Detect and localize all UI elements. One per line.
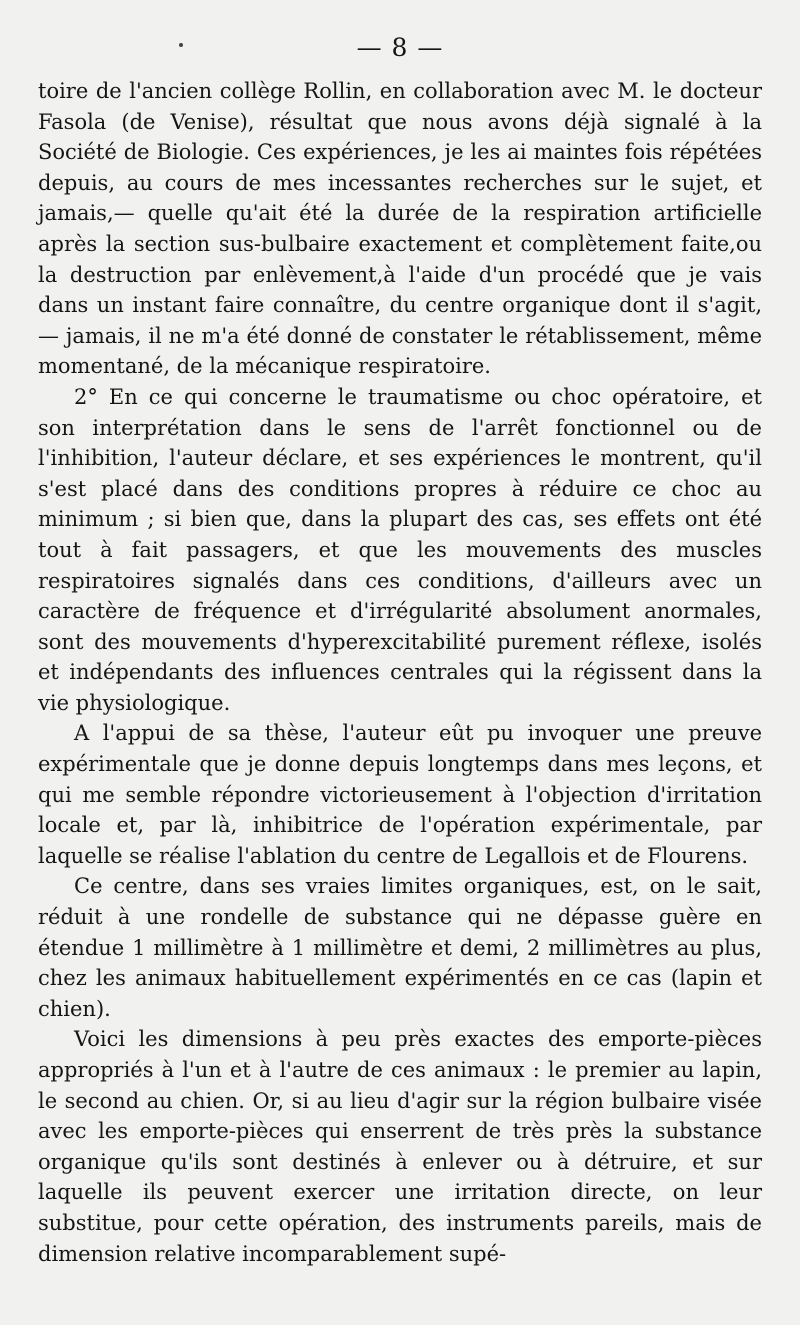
ink-speck — [179, 43, 183, 47]
paragraph-1: toire de l'ancien collège Rollin, en collaboration avec M. le docteur Fasola (de Venise), résultat que nous avons déjà signalé à la Société de Biologie. Ces expériences, je les ai maintes fois répétées depuis, au cours de mes incessantes recherches sur le sujet, et jamais,— quelle qu'ait été la durée de la respiration artificielle après la section sus-bulbaire exactement et complètement faite,ou la destruction par enlèvement,à l'aide d'un procédé que je vais dans un instant faire connaître, du centre organique dont il s'agit, — jamais, il ne m'a été donné de constater le rétablissement, même momentané, de la mécanique respiratoire. — [38, 79, 762, 379]
paragraph-3: A l'appui de sa thèse, l'auteur eût pu invoquer une preuve expérimentale que je donne depuis longtemps dans mes leçons, et qui me semble répondre victorieusement à l'objection d'irritation locale et, par là, inhibitrice de l'opération expérimentale, par laquelle se réalise l'ablation du centre de Legallois et de Flourens. — [38, 721, 762, 868]
page-number: — 8 — — [356, 32, 444, 62]
body-text — [38, 76, 762, 1269]
paragraph-2: 2° En ce qui concerne le traumatisme ou choc opératoire, et son interprétation dans le sens de l'arrêt fonctionnel ou de l'inhibition, l'auteur déclare, et ses expériences le montrent, qu'il s'est placé dans des conditions propres à réduire ce choc au minimum ; si bien que, dans la plupart des cas, ses effets ont été tout à fait passagers, et que les mouvements des muscles respiratoires signalés dans ces conditions, d'ailleurs avec un caractère de fréquence et d'irrégularité absolument anormales, sont des mouvements d'hyperexcitabilité purement réflexe, isolés et indépendants des influences centrales qui la régissent dans la vie physiologique. — [38, 384, 762, 715]
paragraph-4: Ce centre, dans ses vraies limites organiques, est, on le sait, réduit à une rondelle de substance qui ne dépasse guère en étendue 1 millimètre à 1 millimètre et demi, 2 millimètres au plus, chez les animaux habituellement expérimentés en ce cas (lapin et chien). — [38, 874, 762, 1021]
paragraph-5: Voici les dimensions à peu près exactes des emporte-pièces appropriés à l'un et à l'autre de ces animaux : le premier au lapin, le second au chien. Or, si au lieu d'agir sur la région bulbaire visée avec les emporte-pièces qui enserrent de très près la substance organique qu'ils sont destinés à enlever ou à détruire, et sur laquelle ils peuvent exercer une irritation directe, on leur substitue, pour cette opération, des instruments pareils, mais de dimension relative incomparablement supé- — [38, 1027, 762, 1266]
